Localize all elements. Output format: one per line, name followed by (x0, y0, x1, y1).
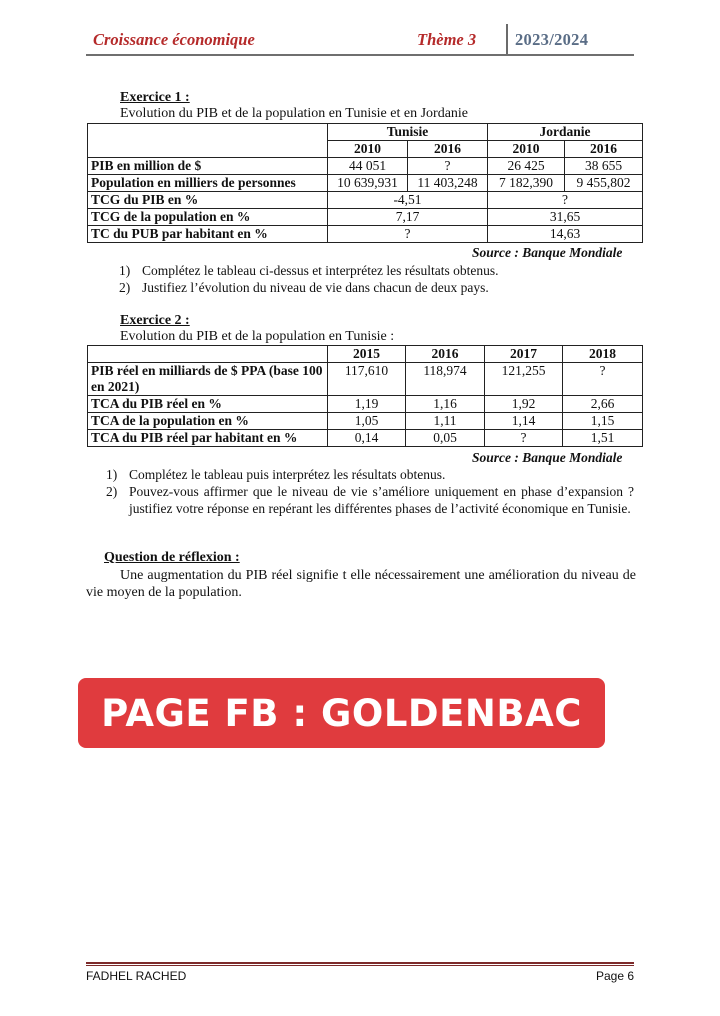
table-cell: 9 455,802 (565, 175, 643, 192)
exercise1-subtitle: Evolution du PIB et de la population en Tunisie et en Jordanie (120, 106, 469, 121)
table-cell: 117,610 (328, 363, 406, 396)
table-header-row (88, 141, 643, 158)
row-label: TCA de la population en % (88, 413, 328, 430)
table-cell: 0,05 (406, 430, 485, 447)
footer-author: FADHEL RACHED (86, 969, 187, 983)
table-cell: 1,11 (406, 413, 485, 430)
year-header: 2017 (485, 346, 563, 363)
promo-banner (78, 678, 605, 748)
table-cell: ? (328, 226, 488, 243)
table-header-row (88, 124, 643, 141)
table-cell: -4,51 (328, 192, 488, 209)
question-number: 2) (106, 484, 118, 499)
question-number: 1) (119, 263, 131, 278)
list-item (119, 279, 634, 296)
reflection-text: Une augmentation du PIB réel signifie t elle nécessairement une amélioration du niveau de vie moyen de la population. (86, 568, 636, 600)
header-theme: Thème 3 (417, 30, 477, 49)
header-separator (506, 24, 508, 54)
table-cell: 1,15 (563, 413, 643, 430)
exercise2-source: Source : Banque Mondiale (472, 450, 623, 465)
row-label: TCG de la population en % (88, 209, 328, 226)
table-cell: 7 182,390 (488, 175, 565, 192)
table-corner (88, 141, 328, 158)
exercise1-table (87, 123, 643, 243)
table-cell: ? (408, 158, 488, 175)
exercise2-questions (106, 466, 634, 517)
table-cell: 1,14 (485, 413, 563, 430)
table-cell: 11 403,248 (408, 175, 488, 192)
row-label: TCA du PIB réel par habitant en % (88, 430, 328, 447)
exercise2-title: Exercice 2 : (120, 313, 190, 328)
header-divider (86, 54, 634, 56)
table-row (88, 226, 643, 243)
question-number: 2) (119, 280, 131, 295)
row-label: TCA du PIB réel en % (88, 396, 328, 413)
header-title: Croissance économique (93, 30, 255, 49)
table-cell: 1,05 (328, 413, 406, 430)
list-item (119, 262, 634, 279)
list-item (106, 466, 634, 483)
table-row (88, 396, 643, 413)
table-row (88, 413, 643, 430)
page-number: Page 6 (596, 969, 635, 983)
footer-divider (86, 962, 634, 964)
year-header: 2016 (406, 346, 485, 363)
table-cell: 14,63 (488, 226, 643, 243)
question-text: Complétez le tableau ci-dessus et interprétez les résultats obtenus. (142, 263, 499, 278)
year-header: 2010 (488, 141, 565, 158)
year-header: 2018 (563, 346, 643, 363)
row-label: TC du PUB par habitant en % (88, 226, 328, 243)
table-cell: 2,66 (563, 396, 643, 413)
table-header-row (88, 346, 643, 363)
exercise1-title: Exercice 1 : (120, 90, 190, 105)
question-text: Justifiez l’évolution du niveau de vie dans chacun de deux pays. (142, 280, 489, 295)
table-cell: 1,16 (406, 396, 485, 413)
table-corner (88, 124, 328, 141)
table-cell: 1,19 (328, 396, 406, 413)
table-cell: ? (488, 192, 643, 209)
row-label: TCG du PIB en % (88, 192, 328, 209)
table-cell: 38 655 (565, 158, 643, 175)
table-corner (88, 346, 328, 363)
year-header: 2010 (328, 141, 408, 158)
table-cell: 1,51 (563, 430, 643, 447)
table-row (88, 158, 643, 175)
question-text: Complétez le tableau puis interprétez les résultats obtenus. (129, 467, 446, 482)
footer-divider (86, 965, 634, 966)
year-header: 2015 (328, 346, 406, 363)
table-cell: ? (485, 430, 563, 447)
table-row (88, 430, 643, 447)
page-header (86, 30, 634, 54)
year-header: 2016 (565, 141, 643, 158)
table-cell: 26 425 (488, 158, 565, 175)
question-number: 1) (106, 467, 118, 482)
row-label: PIB réel en milliards de $ PPA (base 100 en 2021) (88, 363, 328, 396)
table-cell: 0,14 (328, 430, 406, 447)
exercise2-table (87, 345, 643, 447)
table-cell: 121,255 (485, 363, 563, 396)
list-item (106, 483, 634, 517)
header-year: 2023/2024 (515, 30, 589, 49)
table-cell: 31,65 (488, 209, 643, 226)
table-cell: 10 639,931 (328, 175, 408, 192)
table-cell: 7,17 (328, 209, 488, 226)
table-cell: 1,92 (485, 396, 563, 413)
table-row (88, 175, 643, 192)
table-row (88, 209, 643, 226)
banner-text: PAGE FB : GOLDENBAC (101, 691, 582, 735)
table-row (88, 363, 643, 396)
table-cell: 44 051 (328, 158, 408, 175)
country-header: Jordanie (488, 124, 643, 141)
table-cell: ? (563, 363, 643, 396)
exercise2-subtitle: Evolution du PIB et de la population en Tunisie : (120, 329, 395, 344)
table-cell: 118,974 (406, 363, 485, 396)
exercise1-questions (119, 262, 634, 296)
row-label: PIB en million de $ (88, 158, 328, 175)
reflection-title: Question de réflexion : (104, 550, 240, 565)
question-text: Pouvez-vous affirmer que le niveau de vie s’améliore uniquement en phase d’expansion ? justifiez votre réponse en repérant les différentes phases de l’activité économique en Tunisie. (129, 484, 634, 516)
year-header: 2016 (408, 141, 488, 158)
country-header: Tunisie (328, 124, 488, 141)
table-row (88, 192, 643, 209)
exercise1-source: Source : Banque Mondiale (472, 245, 623, 260)
row-label: Population en milliers de personnes (88, 175, 328, 192)
